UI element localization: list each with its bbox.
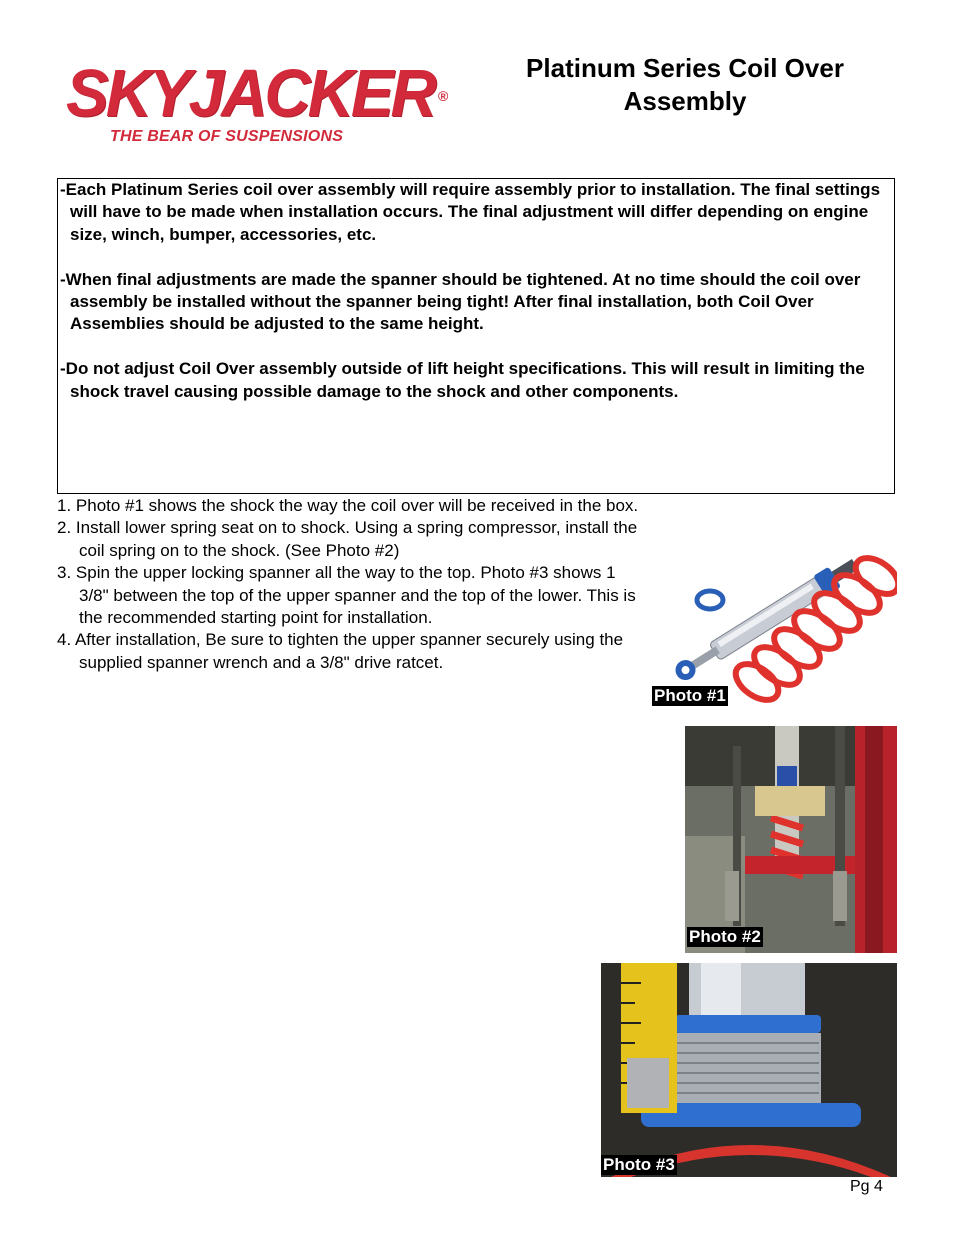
step-item: 2. Install lower spring seat on to shock. Using a spring compressor, install the coil spring on to the shock. (See Photo #2): [57, 518, 638, 560]
title-line-2: Assembly: [623, 86, 747, 116]
logo-wordmark: SKYJACKER: [66, 55, 434, 131]
page-title: [470, 52, 900, 118]
photo-2: [685, 726, 897, 953]
logo-tagline: THE BEAR OF SUSPENSIONS: [110, 128, 344, 145]
photo-3-label: Photo #3: [603, 1155, 675, 1174]
photo-3: [601, 963, 897, 1177]
spring-compressor-image: [685, 726, 897, 953]
notice-paragraph: -Each Platinum Series coil over assembly will require assembly prior to installation. The final settings will have to be made when installation occurs. The final adjustment will differ depending on engine size, winch, bumper, accessories, etc.: [60, 180, 881, 244]
notice-paragraph: -When final adjustments are made the spanner should be tightened. At no time should the coil over assembly be installed without the spanner being tight! After final installation, both Coil Over Assemblies should be adjusted to the same height.: [60, 269, 861, 334]
step-item: 3. Spin the upper locking spanner all the way to the top. Photo #3 shows 1 3/8" between the top of the upper spanner and the top of the lower. This is the recommended starting point for installation.: [57, 563, 636, 628]
registered-mark: ®: [438, 88, 449, 104]
coil-over-parts-image: [652, 536, 897, 708]
installation-steps: [57, 495, 647, 674]
photo-2-label: Photo #2: [689, 927, 761, 946]
page-number: Pg 4: [850, 1178, 883, 1195]
step-item: 4. After installation, Be sure to tighten the upper spanner securely using the supplied spanner wrench and a 3/8" drive ratcet.: [57, 630, 624, 672]
skyjacker-logo: [66, 55, 456, 150]
spanner-measurement-image: [601, 963, 897, 1177]
notice-paragraph: -Do not adjust Coil Over assembly outside of lift height specifications. This will result in limiting the shock travel causing possible damage to the shock and other components.: [60, 359, 865, 401]
step-item: 1. Photo #1 shows the shock the way the coil over will be received in the box.: [57, 496, 639, 515]
notice-box: [57, 178, 895, 494]
photo-1: [652, 536, 897, 708]
photo-1-label: Photo #1: [654, 686, 726, 705]
title-line-1: Platinum Series Coil Over: [526, 53, 844, 83]
